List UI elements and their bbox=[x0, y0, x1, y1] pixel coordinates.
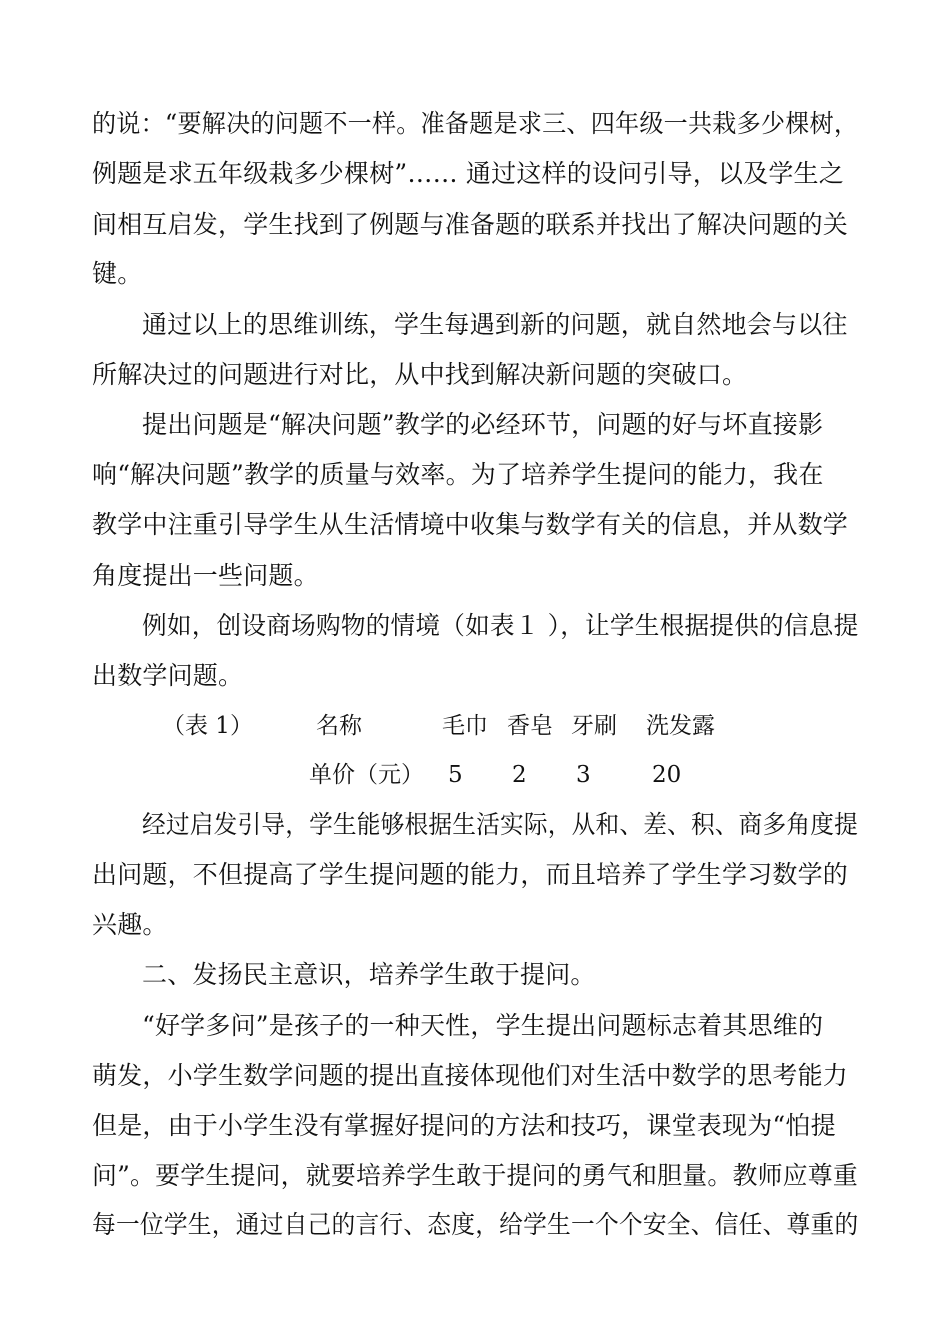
section-heading: 二、发扬民主意识，培养学生敢于提问。 bbox=[142, 960, 596, 989]
paragraph-line: “好学多问”是孩子的一种天性，学生提出问题标志着其思维的 bbox=[142, 1011, 824, 1040]
table-item-price: 3 bbox=[576, 762, 591, 788]
paragraph-line: 萌发，小学生数学问题的提出直接体现他们对生活中数学的思考能力 bbox=[92, 1061, 849, 1090]
table-caption: （表 1） bbox=[162, 713, 253, 739]
paragraph-line: 所解决过的问题进行对比，从中找到解决新问题的突破口。 bbox=[92, 360, 748, 389]
paragraph-line: 出问题，不但提高了学生提问题的能力，而且培养了学生学习数学的 bbox=[92, 860, 849, 889]
paragraph-line: 的说：“要解决的问题不一样。准备题是求三、四年级一共栽多少棵树， bbox=[92, 109, 859, 138]
paragraph-line: 间相互启发，学生找到了例题与准备题的联系并找出了解决问题的关 bbox=[92, 210, 849, 239]
paragraph-line: 但是，由于小学生没有掌握好提问的方法和技巧，课堂表现为“怕提 bbox=[92, 1111, 836, 1140]
paragraph-line: 通过以上的思维训练，学生每遇到新的问题，就自然地会与以往 bbox=[142, 310, 848, 339]
paragraph-line: 出数学问题。 bbox=[92, 661, 244, 690]
table-name-label: 名称 bbox=[316, 713, 362, 739]
table-item-name: 毛巾 bbox=[442, 713, 488, 739]
paragraph-line: 响“解决问题”教学的质量与效率。为了培养学生提问的能力，我在 bbox=[92, 460, 824, 489]
table-item-name: 牙刷 bbox=[571, 713, 617, 739]
paragraph-line: 例题是求五年级栽多少棵树”…… 通过这样的设问引导，以及学生之 bbox=[92, 159, 844, 188]
paragraph-line: 键。 bbox=[92, 259, 143, 288]
paragraph-line: 问”。要学生提问，就要培养学生敢于提问的勇气和胆量。教师应尊重 bbox=[92, 1161, 858, 1190]
table-price-label: 单价（元） bbox=[309, 762, 424, 788]
table-item-price: 20 bbox=[652, 762, 682, 788]
table-item-price: 2 bbox=[512, 762, 527, 788]
paragraph-line: 提出问题是“解决问题”教学的必经环节，问题的好与坏直接影 bbox=[142, 410, 824, 439]
paragraph-line: 经过启发引导，学生能够根据生活实际，从和、差、积、商多角度提 bbox=[142, 810, 859, 839]
table-item-price: 5 bbox=[448, 762, 463, 788]
paragraph-line: 角度提出一些问题。 bbox=[92, 561, 319, 590]
table-item-name: 香皂 bbox=[507, 713, 553, 739]
paragraph-line: 教学中注重引导学生从生活情境中收集与数学有关的信息，并从数学 bbox=[92, 510, 849, 539]
paragraph-line: 例如，创设商场购物的情境（如表１ ），让学生根据提供的信息提 bbox=[142, 611, 859, 640]
paragraph-line: 每一位学生，通过自己的言行、态度，给学生一个个安全、信任、尊重的 bbox=[92, 1210, 859, 1239]
paragraph-line: 兴趣。 bbox=[92, 910, 168, 939]
table-item-name: 洗发露 bbox=[646, 713, 715, 739]
